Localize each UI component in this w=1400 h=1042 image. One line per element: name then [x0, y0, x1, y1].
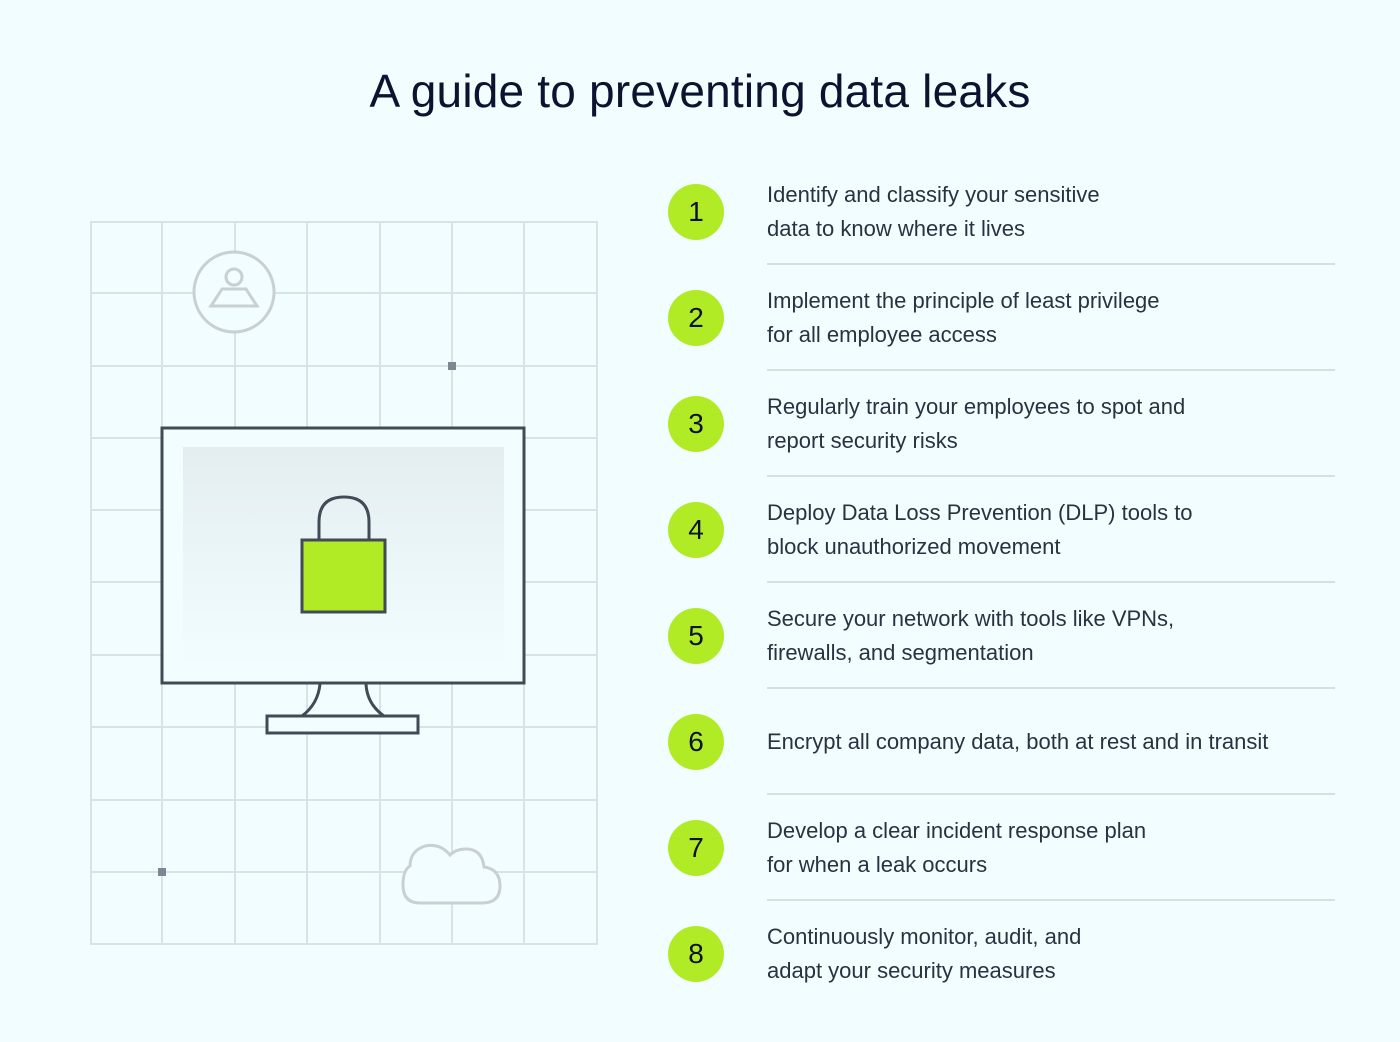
step-number-badge: 2 — [668, 290, 724, 346]
step-item — [660, 583, 1340, 689]
user-icon — [194, 252, 274, 332]
step-number-badge: 3 — [668, 396, 724, 452]
grid-dot — [158, 868, 166, 876]
step-item — [660, 901, 1340, 1007]
step-text: Regularly train your employees to spot and report security risks — [767, 394, 1186, 453]
illustration — [0, 0, 640, 1042]
step-item — [660, 265, 1340, 371]
step-item — [660, 159, 1340, 265]
step-item — [660, 689, 1340, 795]
steps-list — [660, 159, 1340, 1007]
step-text: Identify and classify your sensitive data to know where it lives — [767, 182, 1100, 241]
step-number-badge: 7 — [668, 820, 724, 876]
step-number-badge: 8 — [668, 926, 724, 982]
illustration-svg — [0, 0, 640, 1042]
step-text: Implement the principle of least privilege for all employee access — [767, 288, 1160, 347]
step-item — [660, 795, 1340, 901]
step-number-badge: 4 — [668, 502, 724, 558]
cloud-icon — [403, 845, 500, 903]
step-item — [660, 477, 1340, 583]
step-text: Deploy Data Loss Prevention (DLP) tools to block unauthorized movement — [767, 500, 1193, 559]
step-text: Encrypt all company data, both at rest and in transit — [767, 729, 1269, 754]
step-number-badge: 6 — [668, 714, 724, 770]
step-item — [660, 371, 1340, 477]
step-number-badge: 5 — [668, 608, 724, 664]
step-text: Develop a clear incident response plan for when a leak occurs — [767, 818, 1147, 877]
step-text: Continuously monitor, audit, and adapt your security measures — [767, 924, 1082, 983]
step-text: Secure your network with tools like VPNs, firewalls, and segmentation — [767, 606, 1175, 665]
grid-dot — [448, 362, 456, 370]
step-number-badge: 1 — [668, 184, 724, 240]
page-title: A guide to preventing data leaks — [369, 65, 1031, 117]
